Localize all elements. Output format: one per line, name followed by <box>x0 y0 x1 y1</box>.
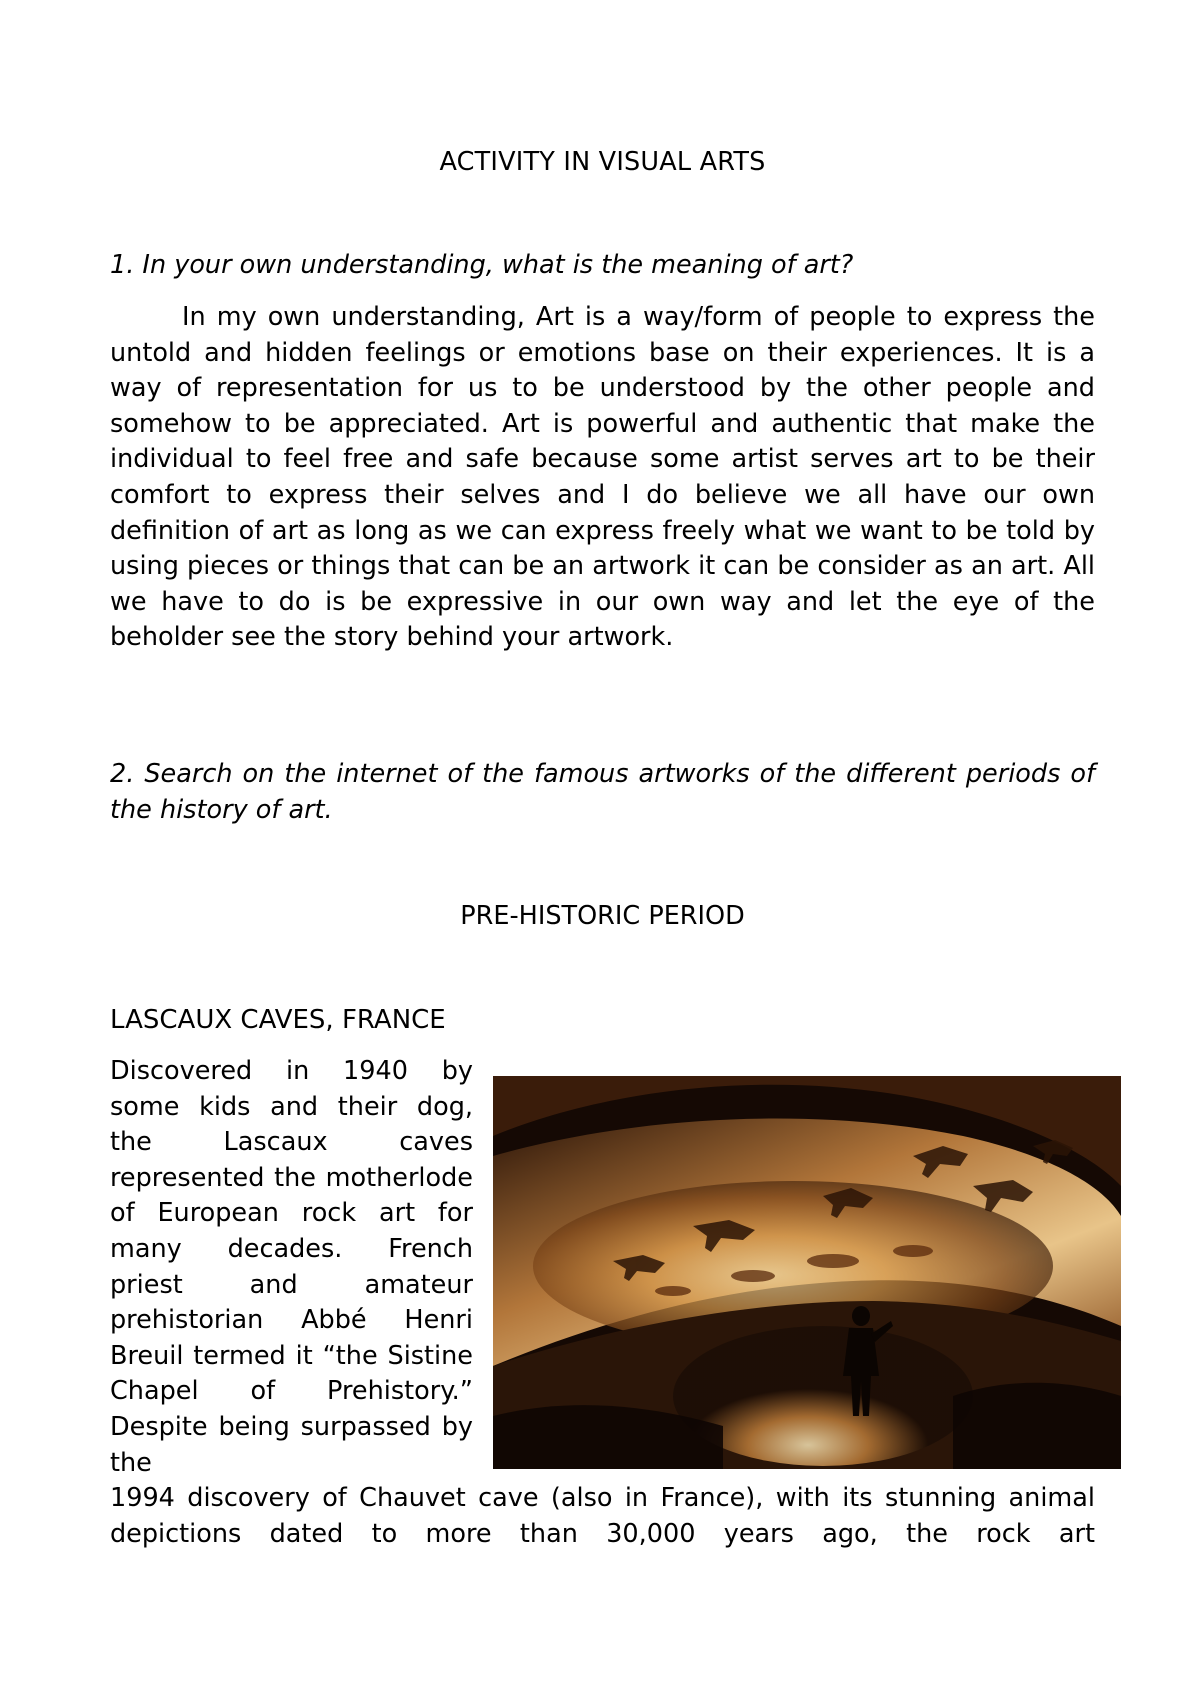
question-1: 1. In your own understanding, what is the meaning of art? <box>110 250 854 280</box>
answer-1: In my own understanding, Art is a way/form of people to express the untold and hidden feelings or emotions base on their experiences. It is a way of representation for us to be understood by the other people and somehow to be appreciated. Art is powerful and authentic that make the individual to feel free and safe because some artist serves art to be their comfort to express their selves and I do believe we all have our own definition of art as long as we can express freely what we want to be told by using pieces or things that can be an artwork it can be consider as an art. All we have to do is be expressive in our own way and let the eye of the beholder see the story behind your artwork. <box>110 302 1095 653</box>
question-2: 2. Search on the internet of the famous artworks of the different periods of the history of art. <box>110 759 1095 825</box>
cave-painting-photo-icon <box>493 1076 1121 1469</box>
artwork-description-side: Discovered in 1940 by some kids and their dog, the Lascaux caves represented the motherlode of European rock art for many decades. French priest and amateur prehistorian Abbé Henri Breuil termed it “the Sistine Chapel of Prehistory.” Despite being surpassed by the <box>110 1056 473 1478</box>
section-heading: PRE-HISTORIC PERIOD <box>460 901 745 931</box>
artwork-description-bottom: 1994 discovery of Chauvet cave (also in France), with its stunning animal depictions dated to more than 30,000 years ago, the rock art <box>110 1483 1095 1549</box>
document-title: ACTIVITY IN VISUAL ARTS <box>439 147 766 177</box>
lascaux-cave-photo <box>493 1076 1121 1469</box>
artwork-heading: LASCAUX CAVES, FRANCE <box>110 1005 446 1035</box>
